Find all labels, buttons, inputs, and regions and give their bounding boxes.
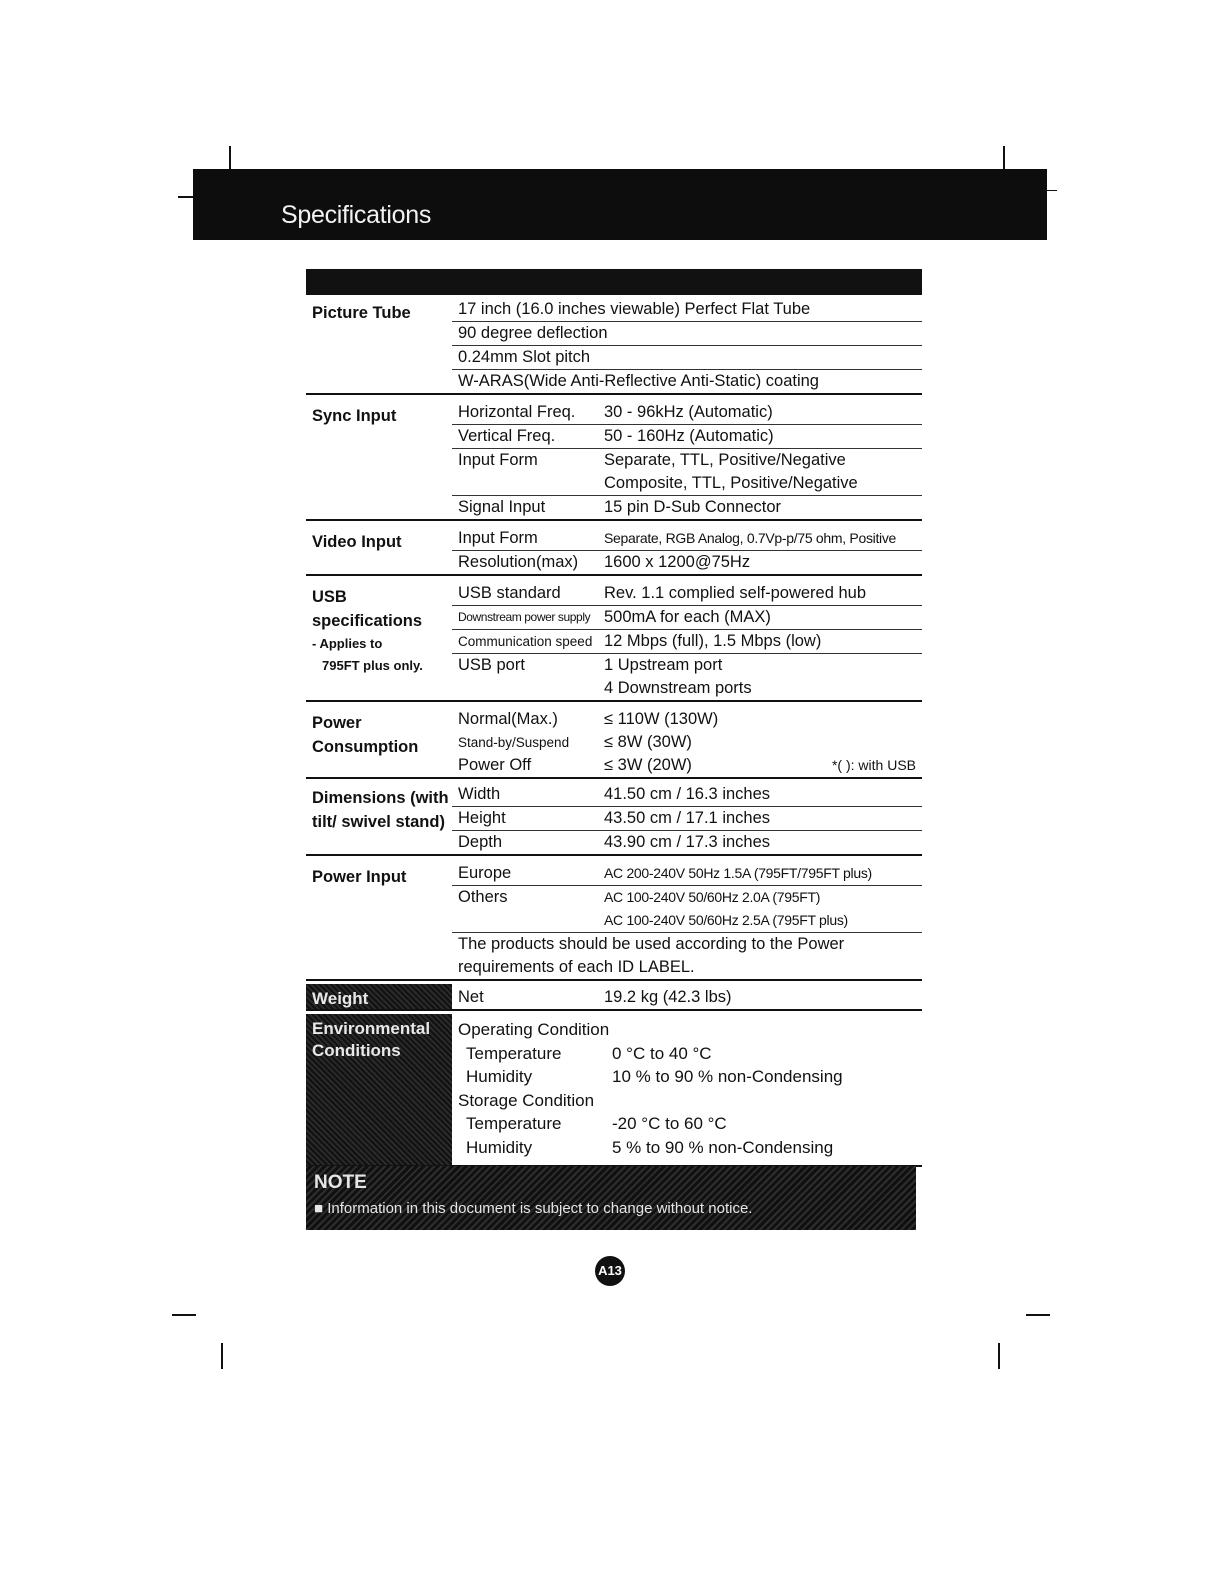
section-label-line: Dimensions (with	[312, 789, 449, 807]
spec-value: 50 - 160Hz (Automatic)	[604, 427, 774, 445]
section-sync-input	[306, 398, 922, 521]
spec-key: USB standard	[458, 584, 561, 602]
section-note: - Applies to	[312, 636, 383, 651]
spec-value: 17 inch (16.0 inches viewable) Perfect Flat Tube	[458, 300, 811, 318]
power-notice	[452, 933, 922, 956]
section-label-line: Consumption	[312, 738, 419, 756]
section-label	[312, 711, 452, 759]
table-row	[452, 630, 922, 654]
spec-key: Input Form	[458, 529, 538, 547]
spec-value: ≤ 110W (130W)	[604, 710, 719, 728]
spec-key: Width	[458, 785, 501, 803]
section-dimensions	[306, 782, 922, 856]
section-usb	[306, 579, 922, 702]
condition-heading: Operating Condition	[458, 1020, 610, 1039]
section-label: Picture Tube	[312, 304, 411, 322]
section-label-line: USB	[312, 588, 347, 606]
spec-key: Signal Input	[458, 498, 546, 516]
spec-value: 4 Downstream ports	[604, 679, 752, 697]
table-row	[452, 886, 922, 909]
table-row	[452, 606, 922, 630]
spec-key: Humidity	[466, 1067, 533, 1086]
table-row	[452, 783, 922, 807]
section-weight	[306, 984, 922, 1011]
section-power-input	[306, 859, 922, 981]
table-row	[452, 527, 922, 551]
table-row	[452, 582, 922, 606]
spec-key: Net	[458, 988, 484, 1006]
spec-value: Composite, TTL, Positive/Negative	[604, 474, 858, 492]
usb-footnote: *( ): with USB	[831, 757, 916, 773]
section-label	[312, 786, 452, 834]
spec-value: ≤ 3W (20W)	[604, 756, 692, 774]
table-row	[452, 862, 922, 886]
spec-value: 41.50 cm / 16.3 inches	[604, 785, 771, 803]
crop-mark	[1047, 190, 1057, 191]
spec-value: Rev. 1.1 complied self-powered hub	[604, 584, 867, 602]
table-row	[452, 425, 922, 449]
table-row	[452, 401, 922, 425]
spec-value: 500mA for each (MAX)	[604, 608, 771, 626]
spec-value: 43.50 cm / 17.1 inches	[604, 809, 771, 827]
spec-value: 0 °C to 40 °C	[612, 1043, 712, 1063]
spec-value: AC 200-240V 50Hz 1.5A (795FT/795FT plus)	[604, 865, 872, 881]
section-picture-tube	[306, 295, 922, 395]
page-title: Specifications	[281, 201, 432, 229]
spec-value: 90 degree deflection	[458, 324, 608, 342]
table-row	[452, 449, 922, 472]
note-text: ■ Information in this document is subject to change without notice.	[314, 1200, 753, 1217]
section-label-line: Power	[312, 714, 362, 732]
spec-key: Communication speed	[458, 634, 593, 649]
spec-key: Horizontal Freq.	[458, 403, 576, 421]
spec-key: Height	[458, 809, 506, 827]
spec-value: 43.90 cm / 17.3 inches	[604, 833, 771, 851]
crop-mark	[1026, 1314, 1050, 1316]
spec-value: 1 Upstream port	[604, 656, 723, 674]
power-notice	[452, 956, 922, 979]
spec-value: 12 Mbps (full), 1.5 Mbps (low)	[604, 632, 822, 650]
table-row	[452, 472, 922, 496]
spec-value: 30 - 96kHz (Automatic)	[604, 403, 773, 421]
spec-value: AC 100-240V 50/60Hz 2.5A (795FT plus)	[604, 912, 848, 928]
spec-key: Normal(Max.)	[458, 710, 558, 728]
crop-mark	[172, 1314, 196, 1316]
section-label: Video Input	[312, 533, 402, 551]
section-environment	[306, 1014, 922, 1167]
table-row	[452, 677, 922, 700]
table-row	[452, 754, 922, 777]
section-power-consumption	[306, 705, 922, 779]
spec-key: Downstream power supply	[458, 610, 591, 624]
table-row	[452, 986, 922, 1009]
spec-key: Stand-by/Suspend	[458, 735, 570, 750]
notice-text: The products should be used according to the Power	[458, 935, 845, 953]
spec-value: -20 °C to 60 °C	[612, 1114, 727, 1133]
spec-value: 15 pin D-Sub Connector	[604, 498, 782, 516]
table-row	[452, 708, 922, 731]
table-row	[452, 831, 922, 854]
section-label: Conditions	[312, 1041, 401, 1060]
section-label: Environmental	[312, 1019, 431, 1038]
spec-key: USB port	[458, 656, 525, 674]
table-row	[452, 496, 922, 519]
section-video-input	[306, 524, 922, 576]
spec-key	[452, 472, 604, 495]
section-label-line: tilt/ swivel stand)	[312, 813, 445, 831]
table-row	[452, 551, 922, 574]
spec-value: 1600 x 1200@75Hz	[604, 553, 751, 571]
spec-value: Separate, TTL, Positive/Negative	[604, 451, 846, 469]
spec-key: Temperature	[466, 1043, 562, 1063]
spec-key: Humidity	[466, 1137, 533, 1157]
note-box	[306, 1166, 916, 1230]
table-header-bar	[306, 269, 922, 295]
spec-value: 10 % to 90 % non-Condensing	[612, 1067, 843, 1086]
condition-heading: Storage Condition	[458, 1090, 595, 1110]
spec-key: Input Form	[458, 451, 538, 469]
spec-key	[452, 909, 604, 932]
section-label	[312, 585, 452, 677]
page-number-badge: A13	[595, 1256, 625, 1286]
header-bar	[193, 169, 1047, 240]
spec-value: 19.2 kg (42.3 lbs)	[604, 988, 732, 1006]
spec-key: Resolution(max)	[458, 553, 579, 571]
table-row	[452, 807, 922, 831]
crop-mark	[998, 1343, 1000, 1369]
spec-value: ≤ 8W (30W)	[604, 733, 692, 751]
section-label: Weight	[312, 989, 369, 1008]
section-label: Power Input	[312, 868, 407, 886]
note-title: NOTE	[314, 1172, 367, 1193]
table-row	[452, 731, 922, 754]
table-row	[452, 654, 922, 677]
spec-value: 0.24mm Slot pitch	[458, 348, 591, 366]
spec-value: W-ARAS(Wide Anti-Reflective Anti-Static) coating	[458, 372, 819, 390]
spec-key: Others	[458, 888, 508, 906]
spec-value: Separate, RGB Analog, 0.7Vp-p/75 ohm, Positive	[604, 530, 897, 546]
spec-key	[452, 677, 604, 700]
notice-text: requirements of each ID LABEL.	[458, 958, 695, 976]
section-label-block	[306, 984, 452, 1009]
spec-key: Europe	[458, 864, 512, 882]
table-row	[452, 909, 922, 933]
section-label-block	[306, 1014, 452, 1165]
spec-value: 5 % to 90 % non-Condensing	[612, 1137, 834, 1157]
crop-mark	[178, 196, 194, 198]
spec-key: Vertical Freq.	[458, 427, 556, 445]
spec-table	[306, 269, 922, 1167]
spec-key: Depth	[458, 833, 503, 851]
crop-mark	[221, 1343, 223, 1369]
spec-value: AC 100-240V 50/60Hz 2.0A (795FT)	[604, 889, 821, 905]
section-note: 795FT plus only.	[322, 658, 423, 673]
spec-key: Power Off	[458, 756, 532, 774]
spec-key: Temperature	[466, 1114, 562, 1133]
section-label: Sync Input	[312, 407, 397, 425]
section-label-line: specifications	[312, 612, 423, 630]
